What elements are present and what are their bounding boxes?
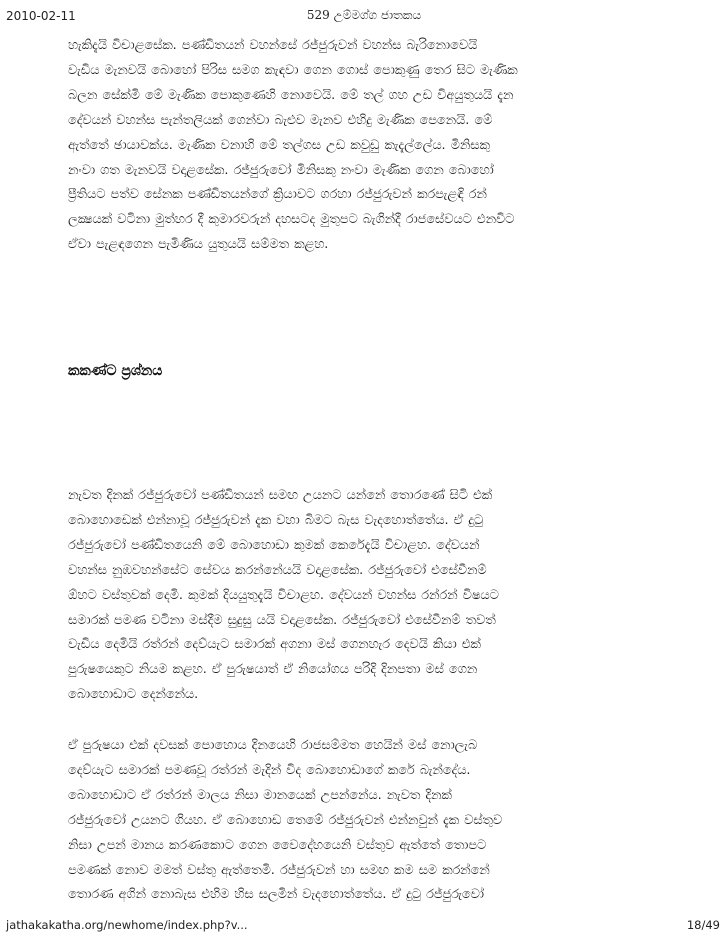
text-line: වැඩිය මැනවයි බොහෝ පිරිස සමග කැඳවා ගෙන ගොස් පොකුණු තෙර සිට මැණික	[68, 62, 518, 78]
footer-page-number: 18/49	[686, 918, 720, 932]
text-line: බලන සේක්මි මේ මැණික පොකුණෙහි නොවෙයි. මේ තල් ගහ උඩ විඅයුතුයයි දැන	[68, 87, 514, 103]
text-line: රජ්ජුරුවෝ පණ්ඩිතයෙනි මේ බොහොඩා කුමක් කෙරේදැයි විචාළහ. දේවයන්	[68, 537, 480, 553]
text-line: ප්‍රීතියට පත්ව සේනක පණ්ඩිතයන්ගේ ක්‍රියාවට ගරහා රජ්ජුරුවන් කරපැළඳි රන්	[68, 187, 487, 203]
text-line: වහන්ස නුඹවහන්සේට සේවය කරන්නේයයි වදාළසේක. රජ්ජුරුවෝ එසේවීනම්	[68, 562, 487, 578]
text-line: ඒවා පැළඳගෙන පැමිණිය යුතුයයි සම්මත කළහ.	[68, 237, 329, 253]
text-line: බොහොඩාට දෙන්නේය.	[68, 687, 199, 703]
text-line: ඇත්තේ ඡායාවක්ය. මැණික වනාහි මේ තල්ගස උඩ කවුඩු කැදැල්ලේය. මිනිසකු	[68, 137, 490, 153]
paragraph-1	[68, 34, 628, 258]
text-line: සමාරක් පමණ වටිනා මස්දීම සුදුසු යයි වදාළසේක. රජ්ජුරුවෝ එසේවීනම් තවත්	[68, 612, 496, 628]
header-date: 2010-02-11	[6, 9, 76, 23]
text-line: බොහොඩෙක් එන්නාවූ රජ්ජුරුවන් දැක වහා බිමට බැස වැදහොත්තේය. ඒ දුටු	[68, 512, 484, 528]
header-title: 529 උම්මග්ග ජාතකය	[306, 8, 422, 22]
text-line: ඕහට වස්තුවක් දෙමි. කුමක් දියයුතුදැයි විචාළහ. දේවයන් වහන්ස රන්රන් විෂයට	[68, 587, 499, 603]
section-heading: කකණ්ට ප්‍රශ්නය	[68, 363, 163, 379]
text-line: හැකිදැයි විචාළසේක. පණ්ඩිතයන් වහන්සේ රජ්ජුරුවන් වහන්ස බැරිනොවෙයි	[68, 38, 478, 53]
paragraph-2	[68, 484, 628, 708]
text-line: තොරණ අගින් නොබැස එහිම හිස සලමින් වැදහොත්තේය. ඒ දුටු රජ්ජුරුවෝ	[68, 887, 484, 903]
text-line: නිසා උපන් මානය කරණකොට ගෙන වෛදේහයෙනි වස්තුව ඇත්තේ තොපට	[68, 837, 487, 853]
text-line: බොහොඩාට ඒ රත්රන් මාලය නිසා මානයෙක් උපන්නේය. නැවත දිනක්	[68, 787, 452, 803]
text-line: පමණක් නොව මමත් වස්තු ඇත්තෙමි. රජ්ජුරුවන් හා සමඟ කම සම කරන්නේ	[68, 862, 490, 878]
text-line: ඒ පුරුෂයා එක් දවසක් පොහොය දිනයෙහි රාජසම්මත හෙයින් මස් නොලැබ	[68, 738, 478, 753]
text-line: දෙව්යැට සමාරක් පමණවූ රත්රන් මැදින් විද බොහොඩාගේ කරේ බැන්දේය.	[68, 762, 471, 778]
text-line: පුරුෂයෙකුට නියම කළහ. ඒ පුරුෂයාත් ඒ නියෝගය පරිදි දිනපතා මස් ගෙන	[68, 662, 478, 678]
footer-url[interactable]: jathakakatha.org/newhome/index.php?v...	[6, 918, 248, 932]
text-line: රජ්ජුරුවෝ උයනට ගියහ. ඒ බොහොඩ තෙමේ රජ්ජුරුවන් එන්නවුන් දැක වස්තුව	[68, 812, 503, 828]
text-line: නැවත දිනක් රජ්ජුරුවෝ පණ්ඩිතයන් සමඟ උයනට යන්නේ තොරණේ සිටි එක්	[68, 488, 493, 503]
text-line: වැඩිය දෙමියි රත්රන් දෙව්යැට සමාරක් අගනා මස් ගෙනහැර දෙවයි කියා එක්	[68, 637, 481, 653]
paragraph-3	[68, 734, 628, 908]
text-line: නංවා ගත මැනවයි වදාළසේක. රජ්ජුරුවෝ මිනිසකු නංවා මැණික ගෙන බොහෝ	[68, 162, 494, 178]
text-line: ලක්‍ෂයක් වටිනා මුත්හර දී කුමාරවරුන් දහසටද මුතුපට බැගින්දී රාජසේවයට එනවිට	[68, 212, 515, 228]
text-line: දේවයන් වහන්ස පැන්තලියක් ගෙන්වා බැළුව මැනව එහිදු මැණික පෙනෙයි. මේ	[68, 112, 493, 128]
